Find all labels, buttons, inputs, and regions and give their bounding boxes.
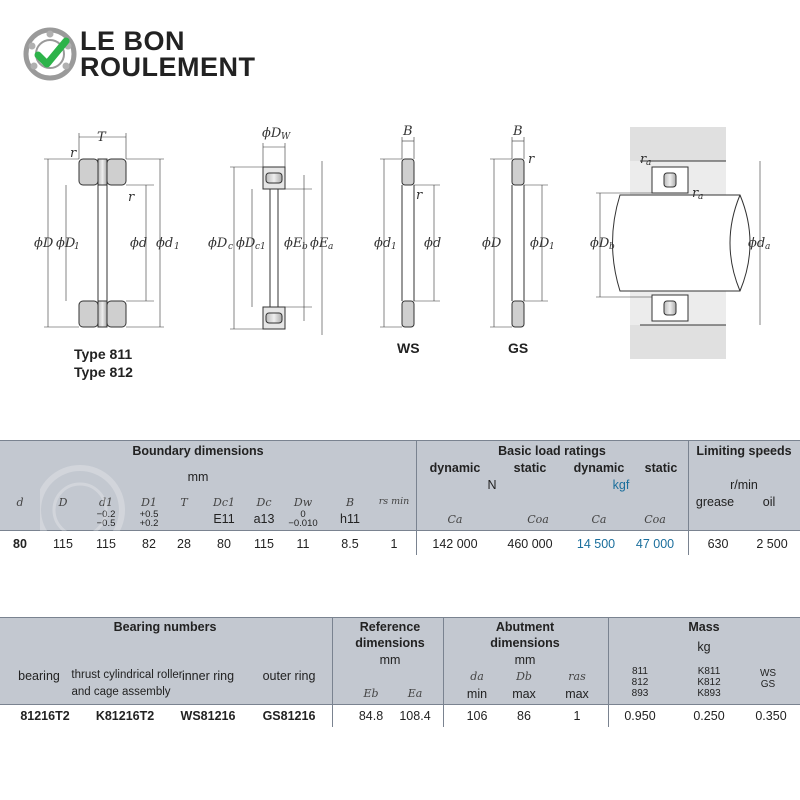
col-max-ras: max (565, 687, 589, 701)
svg-text:r: r (528, 152, 535, 167)
drawing-ws (380, 137, 440, 327)
val-T: 28 (177, 537, 191, 551)
val-d1: 115 (96, 537, 116, 551)
reference-dimensions-header: dimensions (355, 636, 425, 650)
svg-text:a: a (646, 158, 652, 168)
svg-text:ϕD: ϕD (482, 236, 502, 251)
col-Db: Db (516, 670, 532, 683)
svg-text:1: 1 (74, 242, 80, 252)
col-thrust-line1: thrust cylindrical roller (71, 669, 183, 681)
boundary-header: Boundary dimensions (132, 444, 264, 458)
bearing-numbers-table (0, 617, 800, 727)
ws-label: WS (397, 340, 420, 356)
svg-text:ϕD: ϕD (56, 236, 76, 251)
unit-n: N (487, 478, 497, 492)
svg-text:b: b (609, 242, 615, 252)
col-Eb: Eb (363, 687, 379, 700)
col-min: min (466, 687, 488, 701)
brand-line-1: LE BON (80, 26, 186, 56)
svg-text:W: W (281, 132, 291, 142)
val-Dc: 115 (254, 537, 274, 551)
svg-text:a: a (698, 192, 704, 202)
type-811-label: Type 811 (74, 346, 133, 362)
bearing-numbers-header: Bearing numbers (113, 620, 217, 634)
val-thrust: K81216T2 (95, 709, 155, 723)
svg-text:r: r (70, 146, 77, 161)
val-Ca-kgf: 14 500 (576, 537, 616, 551)
col-Ea: Ea (407, 687, 423, 700)
col-mass-ws: WS (759, 668, 777, 679)
svg-text:1: 1 (549, 242, 555, 252)
svg-text:c: c (228, 242, 234, 252)
bearing-logo-icon (22, 26, 78, 82)
col-max-Db: max (512, 687, 536, 701)
svg-text:r: r (640, 152, 647, 167)
abutment-header: Abutment (495, 620, 555, 634)
tol-Dw-top: 0 (300, 509, 306, 520)
svg-text:B: B (403, 124, 413, 139)
val-D1: 82 (142, 537, 156, 551)
svg-text:a: a (328, 242, 334, 252)
type-812-label: Type 812 (74, 364, 133, 380)
svg-text:ϕD: ϕD (530, 236, 550, 251)
val-Db: 86 (517, 709, 531, 723)
drawing-mounting (596, 127, 760, 359)
val-Dc1: 80 (217, 537, 231, 551)
col-mass-k893: K893 (697, 688, 721, 699)
mm-unit-1: mm (187, 470, 209, 484)
val-inner: WS81216 (180, 709, 236, 723)
svg-text:r: r (692, 186, 699, 201)
tol-D1-bot: +0.2 (139, 518, 159, 529)
val-outer: GS81216 (262, 709, 316, 723)
svg-text:ϕd: ϕd (748, 236, 766, 251)
mm-unit-3: mm (514, 653, 536, 667)
val-Eb: 84.8 (358, 709, 384, 723)
svg-text:r: r (416, 188, 423, 203)
static-n-header: static (513, 461, 547, 475)
svg-text:r: r (128, 190, 135, 205)
tol-Dc: a13 (253, 512, 275, 526)
val-ras: 1 (573, 709, 581, 723)
tol-Dw-bot: −0.010 (288, 518, 318, 529)
svg-text:ϕd: ϕd (374, 236, 392, 251)
svg-text:ϕE: ϕE (284, 236, 303, 251)
col-da: da (470, 670, 484, 683)
kg-unit: kg (697, 640, 711, 654)
tol-Dc1: E11 (213, 512, 235, 526)
dynamic-kgf-header: dynamic (573, 461, 625, 475)
col-mass-812: 812 (631, 677, 649, 688)
val-Coa: 460 000 (507, 537, 553, 551)
basic-load-header: Basic load ratings (498, 444, 606, 458)
val-Ea: 108.4 (399, 709, 431, 723)
tol-d1-top: −0.2 (96, 509, 116, 520)
val-grease: 630 (707, 537, 729, 551)
rmin-unit: r/min (730, 478, 758, 492)
oil-header: oil (762, 495, 776, 509)
col-inner-ring: inner ring (181, 669, 235, 683)
col-mass-893: 893 (631, 688, 649, 699)
drawing-gs (490, 137, 548, 327)
svg-text:ϕD: ϕD (590, 236, 610, 251)
sym-rsmin: rs min (378, 496, 410, 507)
watermark-bearing-icon (40, 440, 380, 540)
col-mass-k811: K811 (697, 666, 721, 677)
col-mass-811: 811 (632, 666, 648, 677)
val-d: 80 (13, 537, 27, 551)
svg-text:ϕD: ϕD (34, 236, 54, 251)
val-mass-2: 0.250 (693, 709, 725, 723)
sym-Ca: Ca (447, 513, 463, 526)
svg-text:ϕd: ϕd (156, 236, 174, 251)
reference-header: Reference (359, 620, 421, 634)
svg-text:B: B (513, 124, 523, 139)
svg-text:ϕD: ϕD (236, 236, 256, 251)
sym-d1: d1 (98, 496, 114, 509)
brand-logo (22, 24, 302, 84)
grease-header: grease (695, 495, 735, 509)
val-mass-3: 0.350 (755, 709, 787, 723)
mm-unit-2: mm (379, 653, 401, 667)
static-kgf-header: static (644, 461, 678, 475)
sym-Coa: Coa (527, 513, 549, 526)
svg-text:a: a (765, 242, 771, 252)
svg-text:ϕD: ϕD (208, 236, 228, 251)
col-mass-k812: K812 (697, 677, 721, 688)
col-bearing: bearing (18, 669, 60, 683)
val-oil: 2 500 (756, 537, 788, 551)
val-da: 106 (466, 709, 488, 723)
brand-line-2: ROULEMENT (80, 52, 256, 82)
svg-text:1: 1 (391, 242, 397, 252)
sym-Coa-kgf: Coa (644, 513, 666, 526)
svg-text:ϕD: ϕD (262, 126, 282, 141)
svg-text:ϕd: ϕd (424, 236, 442, 251)
tol-D1-top: +0.5 (139, 509, 159, 520)
svg-text:1: 1 (174, 242, 180, 252)
val-Ca: 142 000 (432, 537, 478, 551)
sym-D1: D1 (141, 496, 157, 509)
abutment-dimensions-header: dimensions (490, 636, 560, 650)
sym-d: d (16, 496, 24, 509)
val-D: 115 (53, 537, 73, 551)
val-bearing: 81216T2 (20, 709, 70, 723)
val-mass-1: 0.950 (624, 709, 656, 723)
gs-label: GS (508, 340, 529, 356)
unit-kgf: kgf (612, 478, 630, 492)
limiting-speeds-header: Limiting speeds (696, 444, 792, 458)
sym-T: T (180, 496, 188, 509)
tol-d1-bot: −0.5 (96, 518, 116, 529)
sym-Dc: Dc (256, 496, 272, 509)
dynamic-n-header: dynamic (429, 461, 481, 475)
col-ras: ras (568, 670, 586, 683)
val-Coa-kgf: 47 000 (635, 537, 675, 551)
mass-header: Mass (688, 620, 720, 634)
sym-Ca-kgf: Ca (591, 513, 607, 526)
val-Dw: 11 (296, 537, 310, 551)
val-B: 8.5 (341, 537, 359, 551)
svg-text:ϕE: ϕE (310, 236, 329, 251)
svg-text:ϕd: ϕd (130, 236, 148, 251)
svg-text:c1: c1 (255, 242, 266, 252)
col-outer-ring: outer ring (262, 669, 316, 683)
col-thrust-line2: and cage assembly (71, 686, 171, 698)
sym-D: D (58, 496, 68, 509)
tol-B: h11 (340, 512, 360, 526)
sym-B: B (345, 496, 355, 509)
svg-text:T: T (97, 130, 106, 145)
sym-Dc1: Dc1 (213, 496, 235, 509)
svg-text:b: b (302, 242, 308, 252)
val-rs: 1 (390, 537, 398, 551)
col-mass-gs: GS (760, 679, 776, 690)
sym-Dw: Dw (293, 496, 313, 509)
